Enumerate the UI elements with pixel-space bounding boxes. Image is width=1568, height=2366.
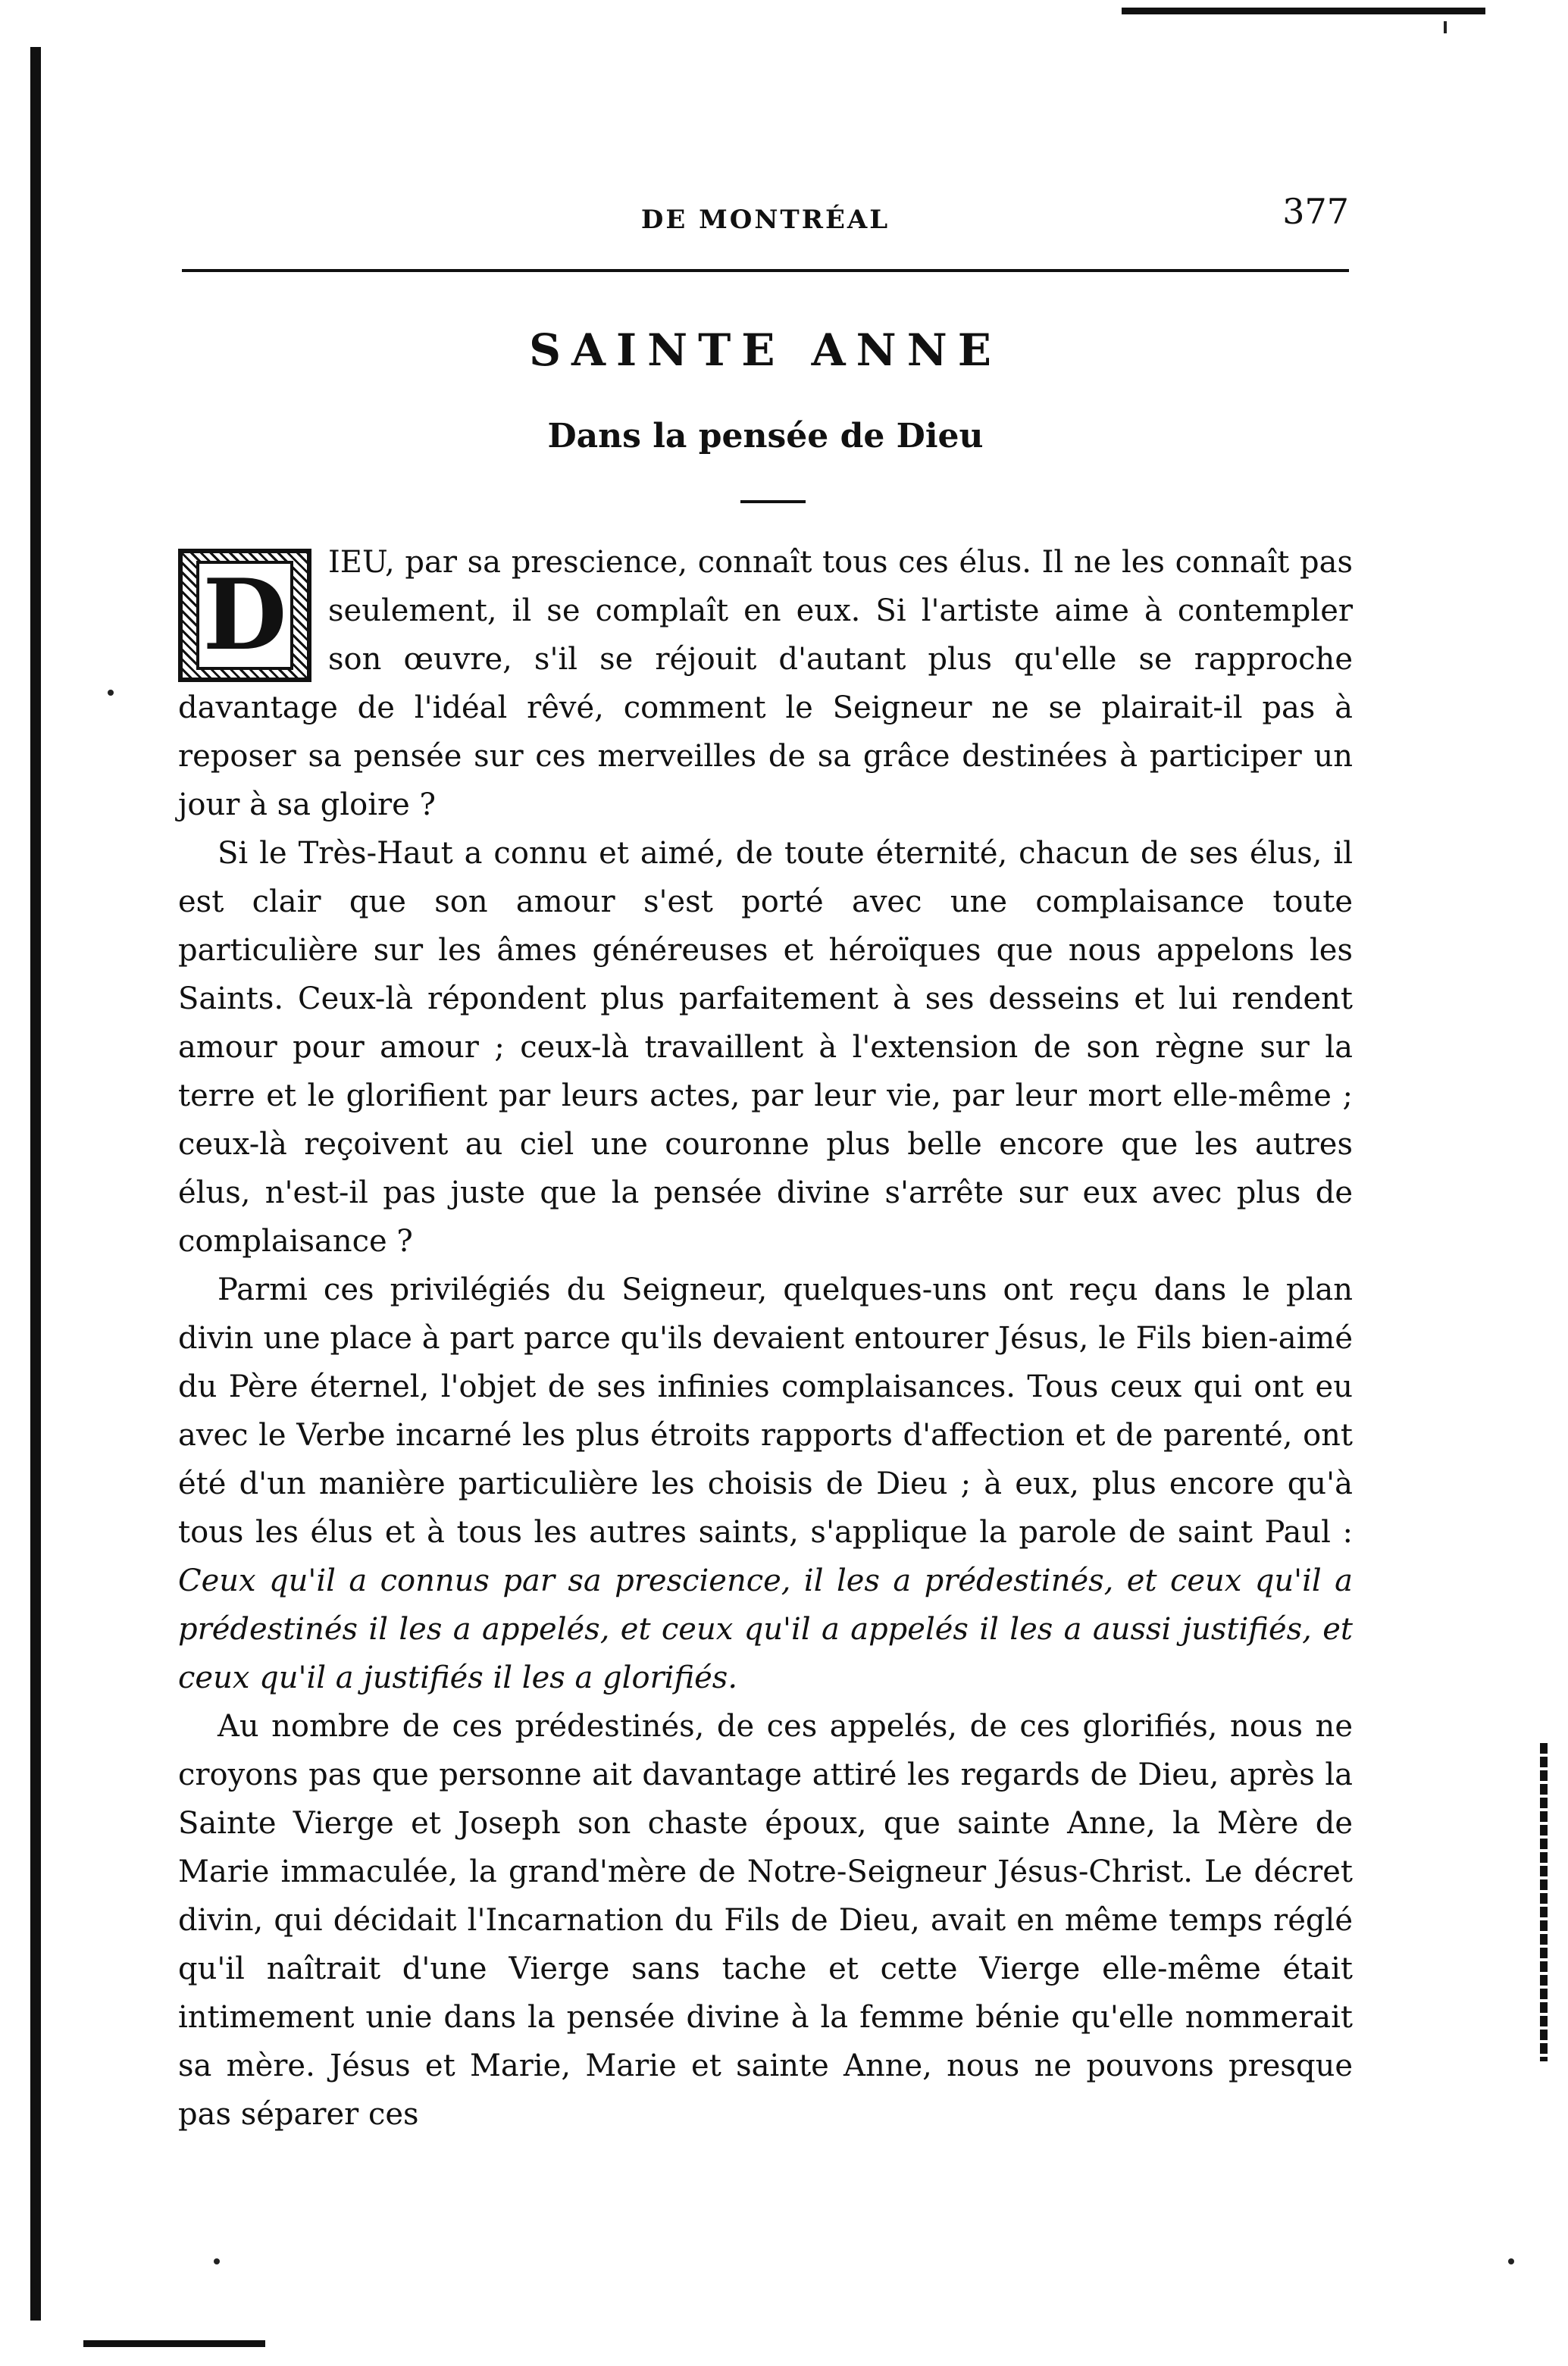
scan-speck (108, 690, 114, 696)
chapter-subtitle: Dans la pensée de Dieu (547, 417, 984, 455)
paragraph-text: IEU, par sa prescience, connaît tous ces élus. Il ne les connaît pas seulement, il se complaît en eux. Si l'artiste aime à contempler son œuvre, s'il se réjouit d'autant plus qu'elle se rapproche davantage de l'idéal rêvé, comment le Seigneur ne se plairait-il pas à reposer sa pensée sur ces merveilles de sa grâce destinées à participer un jour à sa gloire ? (178, 545, 1353, 822)
scan-speck (214, 2258, 220, 2264)
scan-speck (1508, 2258, 1514, 2264)
paragraph (178, 1266, 1353, 1702)
drop-cap-letter: D (196, 561, 293, 670)
scan-mark (1444, 21, 1447, 33)
header-rule (182, 269, 1349, 272)
scan-edge-left (30, 47, 41, 2321)
paragraph: Si le Très-Haut a connu et aimé, de toute éternité, chacun de ses élus, il est clair que son amour s'est porté avec une complaisance toute particulière sur les âmes généreuses et héroïques que nous appelons les Saints. Ceux-là répondent plus parfaitement à ses desseins et lui rendent amour pour amour ; ceux-là travaillent à l'extension de son règne sur la terre et le glorifient par leurs actes, par leur vie, par leur mort elle-même ; ceux-là reçoivent au ciel une couronne plus belle encore que les autres élus, n'est-il pas juste que la pensée divine s'arrête sur eux avec plus de complaisance ? (178, 836, 1353, 1259)
scripture-quote: Ceux qu'il a connus par sa prescience, il les a prédestinés, et ceux qu'il a prédestinés il les a appelés, et ceux qu'il a appelés il les a aussi justifiés, et ceux qu'il a justifiés il les a glorifiés. (178, 1563, 1353, 1695)
paragraph-text: Parmi ces privilégiés du Seigneur, quelques-uns ont reçu dans le plan divin une place à part parce qu'ils devaient entourer Jésus, le Fils bien-aimé du Père éternel, l'objet de ses infinies complaisances. Tous ceux qui ont eu avec le Verbe incarné les plus étroits rapports d'affection et de parenté, ont été d'un manière particulière les choisis de Dieu ; à eux, plus encore qu'à tous les élus et à tous les autres saints, s'applique la parole de saint Paul : (178, 1272, 1353, 1550)
scan-edge-top (1122, 8, 1485, 14)
body-text (178, 538, 1353, 2139)
chapter-title: SAINTE ANNE (529, 324, 1002, 376)
scan-edge-right (1540, 1743, 1548, 2061)
paragraph (178, 538, 1353, 829)
running-title: DE MONTRÉAL (640, 205, 890, 235)
paragraph: Au nombre de ces prédestinés, de ces appelés, de ces glorifiés, nous ne croyons pas que personne ait davantage attiré les regards de Dieu, après la Sainte Vierge et Joseph son chaste époux, que sainte Anne, la Mère de Marie immaculée, la grand'mère de Notre-Seigneur Jésus-Christ. Le décret divin, qui décidait l'Incarnation du Fils de Dieu, avait en même temps réglé qu'il naîtrait d'une Vierge sans tache et cette Vierge elle-même était intimement unie dans la pensée divine à la femme bénie qu'elle nommerait sa mère. Jésus et Marie, Marie et sainte Anne, nous ne pouvons presque pas séparer ces (178, 1709, 1353, 2132)
scan-edge-bottom (83, 2340, 265, 2347)
running-head (182, 182, 1349, 265)
title-divider (740, 500, 806, 503)
page-number: 377 (1282, 191, 1349, 232)
drop-cap-ornament (178, 549, 311, 682)
